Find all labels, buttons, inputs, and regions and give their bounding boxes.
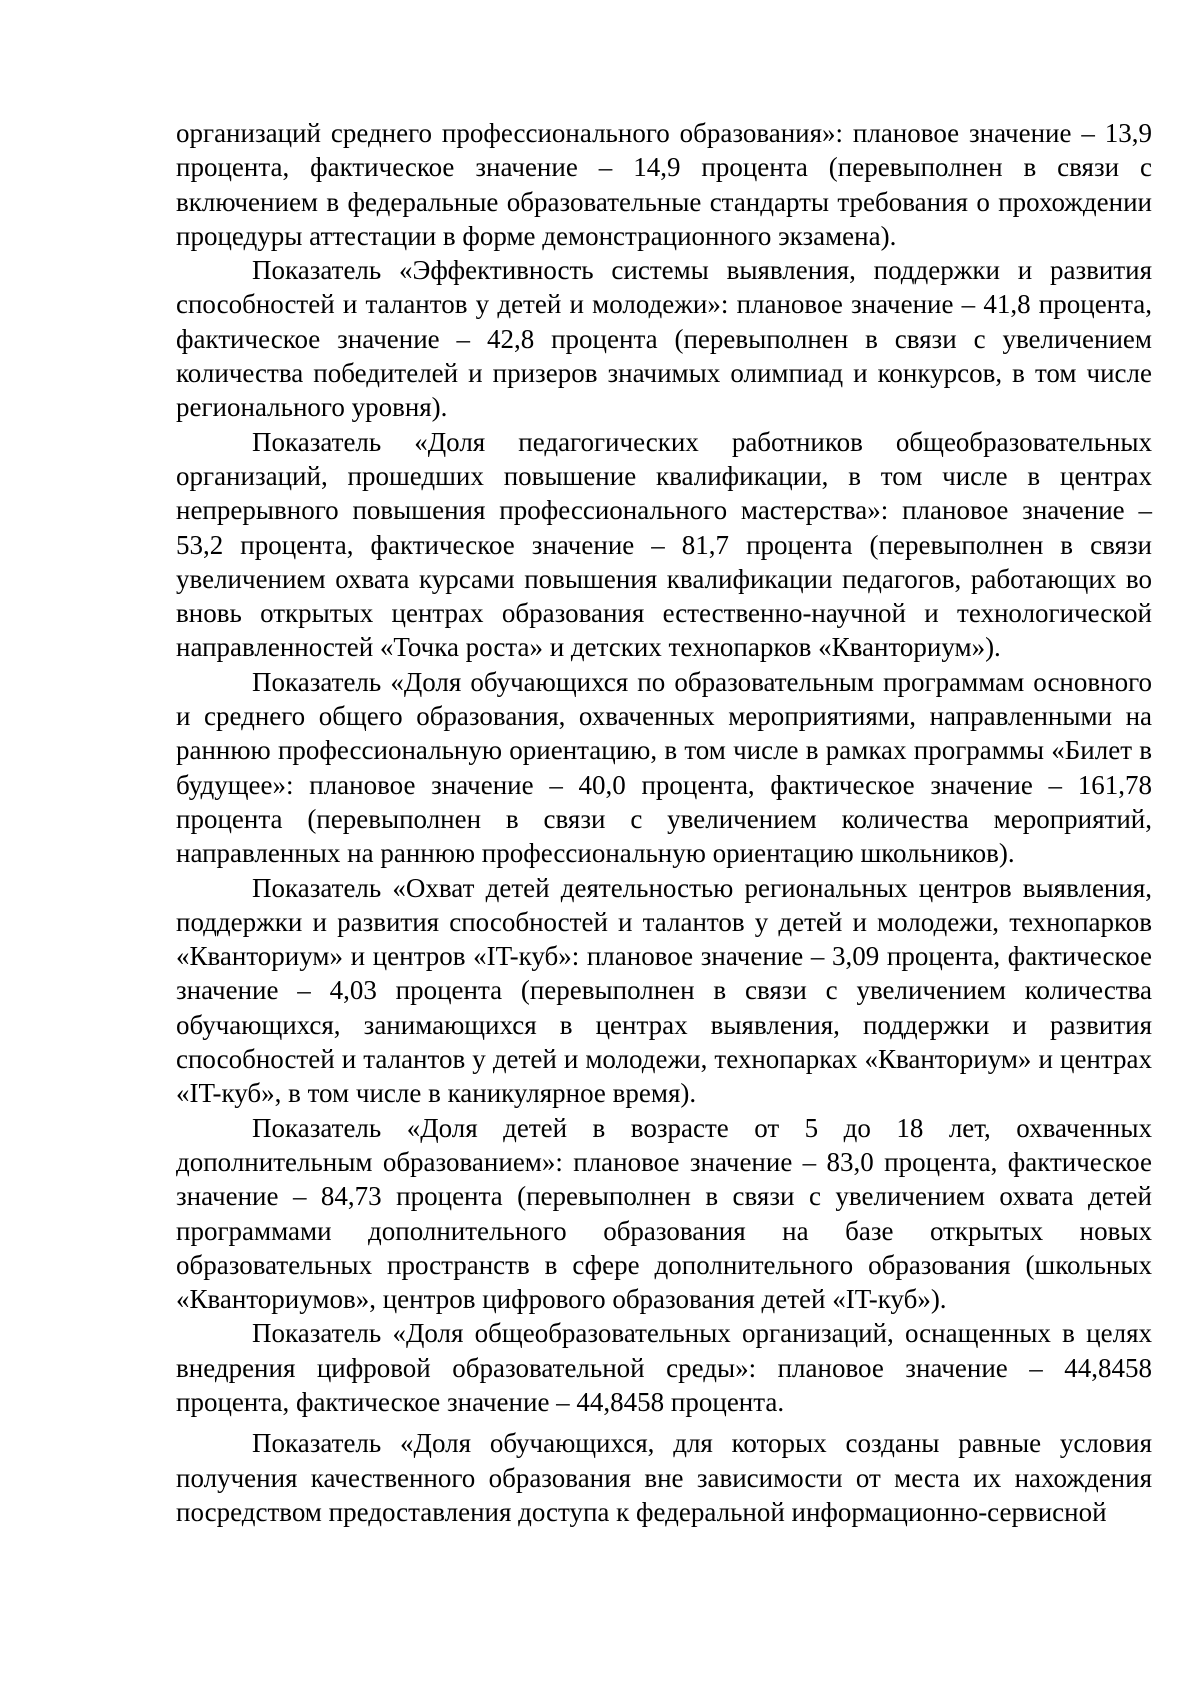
paragraph-equal-conditions: Показатель «Доля обучающихся, для которых созданы равные условия получения качественного образования вне зависимости от места их нахождения посредством предоставления доступа к федеральной информационно-сервисной (176, 1428, 1152, 1527)
paragraph-continuation: организаций среднего профессионального образования»: плановое значение – 13,9 процента, фактическое значение – 14,9 процента (перевыполнен в связи с включением в федеральные образовательные стандарты требования о прохождении процедуры аттестации в форме демонстрационного экзамена). (176, 118, 1152, 251)
paragraph-career-guidance: Показатель «Доля обучающихся по образовательным программам основного и среднего общего образования, охваченных мероприятиями, направленными на раннюю профессиональную ориентацию, в том числе в рамках программы «Билет в будущее»: плановое значение – 40,0 процента, фактическое значение – 161,78 процента (перевыполнен в связи с увеличением количества мероприятий, направленных на раннюю профессиональную ориентацию школьников). (176, 666, 1152, 869)
paragraph-digital-environment: Показатель «Доля общеобразовательных организаций, оснащенных в целях внедрения цифровой образовательной среды»: плановое значение – 44,8458 процента, фактическое значение – 44,8458 процента. (176, 1318, 1152, 1417)
paragraph-teacher-qualification: Показатель «Доля педагогических работников общеобразовательных организаций, прошедших повышение квалификации, в том числе в центрах непрерывного повышения профессионального мастерства»: плановое значение – 53,2 процента, фактическое значение – 81,7 процента (перевыполнен в связи увеличением охвата курсами повышения квалификации педагогов, работающих во вновь открытых центрах образования естественно-научной и технологической направленностей «Точка роста» и детских технопарков «Кванториум»). (176, 426, 1152, 663)
paragraph-talent-efficiency: Показатель «Эффективность системы выявления, поддержки и развития способностей и талантов у детей и молодежи»: плановое значение – 41,8 процента, фактическое значение – 42,8 процента (перевыполнен в связи с увеличением количества победителей и призеров значимых олимпиад и конкурсов, в том числе регионального уровня). (176, 255, 1152, 423)
paragraph-additional-education: Показатель «Доля детей в возрасте от 5 до 18 лет, охваченных дополнительным образованием»: плановое значение – 83,0 процента, фактическое значение – 84,73 процента (перевыполнен в связи с увеличением охвата детей программами дополнительного образования на базе открытых новых образовательных пространств в сфере дополнительного образования (школьных «Кванториумов», центров цифрового образования детей «IT-куб»). (176, 1112, 1152, 1315)
paragraph-regional-centers: Показатель «Охват детей деятельностью региональных центров выявления, поддержки и развития способностей и талантов у детей и молодежи, технопарков «Кванториум» и центров «IT-куб»: плановое значение – 3,09 процента, фактическое значение – 4,03 процента (перевыполнен в связи с увеличением количества обучающихся, занимающихся в центрах выявления, поддержки и развития способностей и талантов у детей и молодежи, технопарках «Кванториум» и центрах «IT-куб», в том числе в каникулярное время). (176, 872, 1152, 1109)
document-body (176, 116, 1152, 1529)
